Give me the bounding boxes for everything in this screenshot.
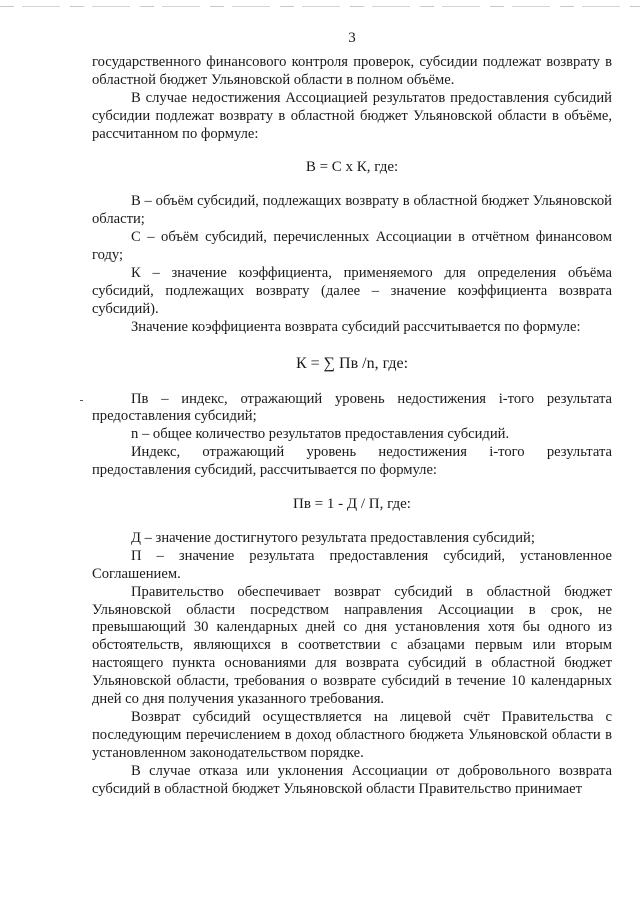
definition-n: n – общее количество результатов предоставления субсидий. bbox=[131, 426, 510, 443]
paragraph-government-refund: Правительство обеспечивает возврат субсидий в областной бюджет Ульяновской области посредством направления Ассоциации в срок, не превышающий 30 календарных дней со дня установления хотя бы одного из обстоятельств, являющихся в соответствии с абзацами первым или вторым настоящего пункта основаниями для возврата субсидий в областной бюджет Ульяновской области, требования о возврате субсидий в течение 10 календарных дней со дня получения указанного требования. bbox=[92, 583, 612, 708]
definition-p: П – значение результата предоставления субсидий, установленное Соглашением. bbox=[92, 547, 612, 582]
paragraph-non-achievement: В случае недостижения Ассоциацией результатов предоставления субсидий субсидии подлежат возврату в областной бюджет Ульяновской области в объёме, рассчитанном по формуле: bbox=[92, 89, 612, 142]
document-page bbox=[92, 30, 612, 799]
definition-k: К – значение коэффициента, применяемого для определения объёма субсидий, подлежащих возврату (далее – значение коэффициента возврата субсидий). bbox=[92, 264, 612, 317]
formula-coefficient: К = ∑ Пв /n, где: bbox=[295, 354, 409, 372]
paragraph-coefficient-intro: Значение коэффициента возврата субсидий рассчитывается по формуле: bbox=[131, 318, 581, 335]
definition-d: Д – значение достигнутого результата предоставления субсидий; bbox=[131, 529, 535, 546]
definition-pv: Пв – индекс, отражающий уровень недостижения i-того результата предоставления субсидий; bbox=[92, 391, 612, 427]
formula-refund-volume: В = С х К, где: bbox=[305, 159, 399, 176]
paragraph-continuation: государственного финансового контроля проверок, субсидии подлежат возврату в областной бюджет Ульяновской области в полном объёме. bbox=[92, 53, 612, 88]
page-number: 3 bbox=[348, 30, 356, 46]
definition-b: В – объём субсидий, подлежащих возврату в областной бюджет Ульяновской области; bbox=[92, 193, 612, 228]
paragraph-refusal: В случае отказа или уклонения Ассоциации от добровольного возврата субсидий в областной бюджет Ульяновской области Правительство принимает bbox=[92, 762, 612, 797]
definition-c: С – объём субсидий, перечисленных Ассоциации в отчётном финансовом году; bbox=[92, 229, 612, 264]
formula-index: Пв = 1 - Д / П, где: bbox=[293, 496, 411, 513]
paragraph-index-intro: Индекс, отражающий уровень недостижения i-того результата предоставления субсидий, рассчитывается по формуле: bbox=[92, 444, 612, 479]
scan-tick-mark bbox=[80, 400, 83, 401]
scan-edge-artifact bbox=[0, 6, 640, 7]
paragraph-refund-account: Возврат субсидий осуществляется на лицевой счёт Правительства с последующим перечислением в доход областного бюджета Ульяновской области в установленном законодательством порядке. bbox=[92, 709, 612, 761]
